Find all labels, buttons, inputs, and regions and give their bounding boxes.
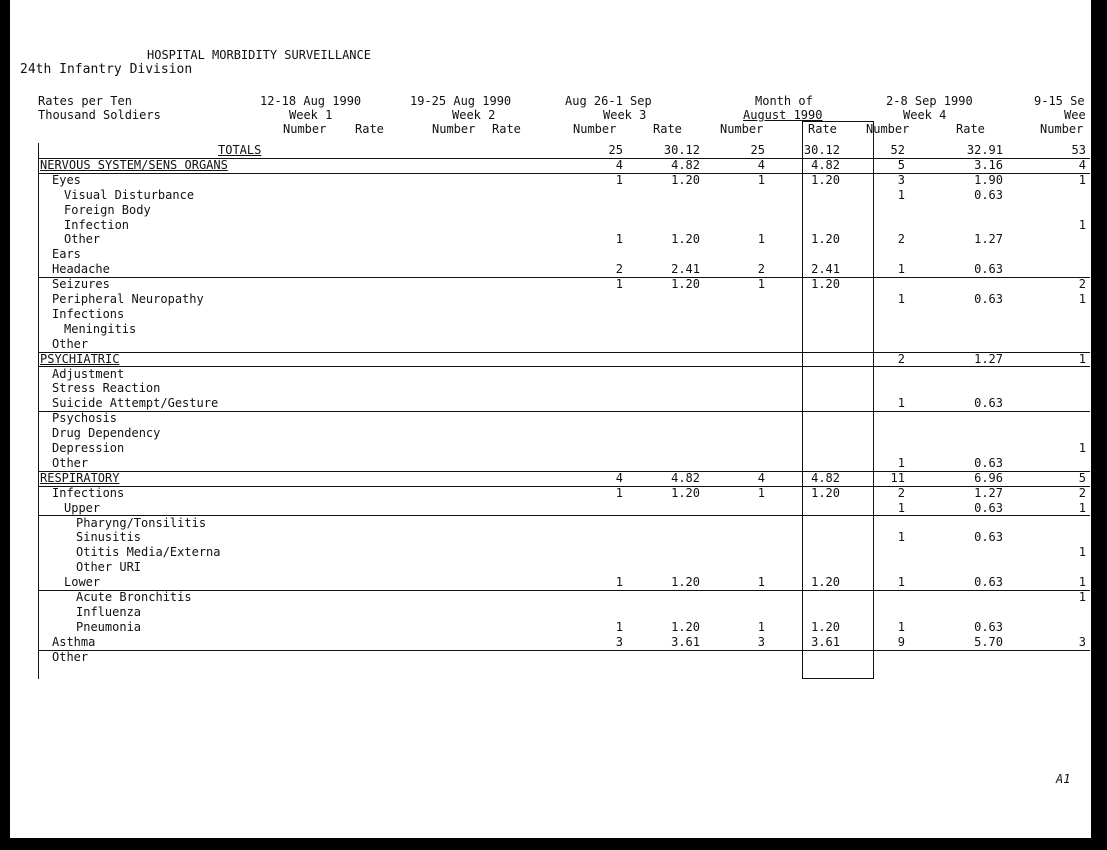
- cell-rate: 1.90: [974, 172, 1003, 187]
- row-label: Lower: [64, 575, 101, 590]
- cell-rate: 0.63: [974, 500, 1003, 515]
- table-row: [38, 486, 1090, 501]
- row-label: Headache: [52, 262, 110, 277]
- cell-number: 2: [897, 485, 905, 500]
- table-row: [38, 411, 1090, 426]
- cell-rate: 1.20: [811, 172, 840, 187]
- row-label: Other: [52, 649, 89, 664]
- cell-number: 25: [750, 143, 765, 157]
- table-row: [38, 426, 1090, 441]
- cell-number: 1: [897, 530, 905, 545]
- scan-border-right: [1091, 0, 1107, 850]
- rates-label-line1: Rates per Ten: [38, 94, 132, 108]
- cell-number: 2: [897, 351, 905, 366]
- column-number-label: Number: [432, 122, 476, 136]
- cell-number: 1: [757, 619, 765, 634]
- cell-number: 4: [757, 470, 765, 485]
- cell-rate: 0.63: [974, 575, 1003, 590]
- column-date: 9-15 Se: [1034, 94, 1085, 108]
- cell-rate: 1.20: [811, 485, 840, 500]
- cell-rate: 1.20: [671, 232, 700, 247]
- cell-number: 1: [1078, 217, 1086, 232]
- row-label: Upper: [64, 500, 101, 515]
- row-label: NERVOUS SYSTEM/SENS ORGANS: [40, 157, 228, 172]
- cell-rate: 1.20: [671, 575, 700, 590]
- table-row: [38, 203, 1090, 218]
- cell-number: 1: [897, 396, 905, 411]
- table-row: [38, 262, 1090, 278]
- table-row: [38, 590, 1090, 605]
- cell-number: 1: [897, 619, 905, 634]
- cell-number: 5: [897, 157, 905, 172]
- cell-number: 5: [1078, 470, 1086, 485]
- row-label: PSYCHIATRIC: [40, 351, 120, 366]
- row-label: Other URI: [76, 560, 142, 575]
- cell-number: 52: [890, 143, 905, 157]
- table-row: [38, 560, 1090, 575]
- row-label: Visual Disturbance: [64, 187, 195, 202]
- table-row: [38, 218, 1090, 233]
- cell-rate: 2.41: [671, 262, 700, 277]
- table-row: [38, 367, 1090, 382]
- cell-rate: 1.20: [671, 172, 700, 187]
- cell-number: 3: [897, 172, 905, 187]
- scan-border-left: [0, 0, 10, 850]
- table-row: [38, 232, 1090, 247]
- column-date: 12-18 Aug 1990: [260, 94, 362, 108]
- row-label: Acute Bronchitis: [76, 590, 192, 604]
- table-row: [38, 277, 1090, 292]
- table-row: [38, 396, 1090, 412]
- cell-number: 1: [1078, 172, 1086, 187]
- cell-number: 1: [1078, 590, 1086, 604]
- row-label: Psychosis: [52, 411, 118, 426]
- row-label: TOTALS: [218, 143, 262, 157]
- cell-number: 2: [1078, 485, 1086, 500]
- cell-number: 1: [1078, 292, 1086, 306]
- table-row: [38, 650, 1090, 665]
- row-label: Suicide Attempt/Gesture: [52, 396, 219, 411]
- table-row: [38, 605, 1090, 620]
- row-label: Influenza: [76, 604, 142, 619]
- column-rate-label: Rate: [956, 122, 985, 136]
- cell-rate: 4.82: [811, 157, 840, 172]
- row-label: Pharyng/Tonsilitis: [76, 515, 207, 530]
- table-row: [38, 635, 1090, 651]
- cell-number: 1: [757, 575, 765, 590]
- table-row: [38, 471, 1090, 487]
- column-number-label: Number: [283, 122, 327, 136]
- cell-number: 1: [615, 619, 623, 634]
- column-week: August 1990: [743, 108, 823, 122]
- table-row: [38, 545, 1090, 560]
- row-label: Foreign Body: [64, 202, 151, 217]
- cell-rate: 1.20: [811, 575, 840, 590]
- division-name: 24th Infantry Division: [20, 62, 193, 77]
- cell-number: 1: [615, 277, 623, 292]
- cell-number: 4: [757, 157, 765, 172]
- cell-number: 4: [615, 157, 623, 172]
- row-label: Ears: [52, 247, 81, 262]
- table-row: [38, 337, 1090, 353]
- table-row: [38, 516, 1090, 531]
- cell-rate: 5.70: [974, 634, 1003, 649]
- cell-number: 1: [615, 172, 623, 187]
- cell-number: 2: [1078, 277, 1086, 292]
- cell-number: 1: [757, 277, 765, 292]
- table-row: [38, 143, 1090, 159]
- cell-number: 11: [890, 470, 905, 485]
- row-label: RESPIRATORY: [40, 470, 120, 485]
- cell-rate: 32.91: [966, 143, 1003, 157]
- cell-rate: 0.63: [974, 396, 1003, 411]
- cell-rate: 6.96: [974, 470, 1003, 485]
- report-title: HOSPITAL MORBIDITY SURVEILLANCE: [147, 48, 371, 62]
- table-row: [38, 620, 1090, 635]
- cell-number: 1: [897, 500, 905, 515]
- cell-rate: 1.20: [811, 277, 840, 292]
- cell-number: 1: [897, 292, 905, 306]
- cell-number: 1: [897, 262, 905, 277]
- cell-rate: 2.41: [811, 262, 840, 277]
- row-label: Other: [64, 232, 101, 247]
- cell-rate: 4.82: [811, 470, 840, 485]
- cell-number: 1: [615, 575, 623, 590]
- cell-rate: 1.20: [811, 619, 840, 634]
- cell-rate: 0.63: [974, 262, 1003, 277]
- row-label: Infection: [64, 217, 130, 232]
- cell-number: 1: [1078, 351, 1086, 366]
- cell-rate: 1.27: [974, 232, 1003, 247]
- table-row: [38, 352, 1090, 368]
- column-week: Week 2: [452, 108, 496, 122]
- table-row: [38, 530, 1090, 545]
- row-label: Infections: [52, 485, 125, 500]
- row-label: Infections: [52, 306, 125, 321]
- table-row: [38, 322, 1090, 337]
- row-label: Other: [52, 336, 89, 351]
- cell-rate: 0.63: [974, 530, 1003, 545]
- cell-rate: 3.61: [671, 634, 700, 649]
- cell-number: 1: [1078, 575, 1086, 590]
- row-label: Meningitis: [64, 321, 137, 336]
- cell-number: 1: [757, 485, 765, 500]
- cell-number: 1: [615, 232, 623, 247]
- rates-label-line2: Thousand Soldiers: [38, 108, 161, 122]
- cell-number: 1: [1078, 500, 1086, 515]
- cell-number: 2: [615, 262, 623, 277]
- column-date: Aug 26-1 Sep: [565, 94, 652, 108]
- cell-rate: 0.63: [974, 292, 1003, 306]
- cell-rate: 4.82: [671, 157, 700, 172]
- column-number-label: Number: [573, 122, 617, 136]
- table-row: [38, 381, 1090, 396]
- cell-rate: 1.27: [974, 351, 1003, 366]
- table-row: [38, 173, 1090, 188]
- cell-number: 3: [757, 634, 765, 649]
- cell-number: 1: [897, 187, 905, 202]
- row-label: Peripheral Neuropathy: [52, 292, 204, 306]
- row-label: Adjustment: [52, 366, 125, 381]
- cell-rate: 1.20: [671, 619, 700, 634]
- column-week: Week 1: [289, 108, 333, 122]
- cell-number: 1: [757, 232, 765, 247]
- cell-number: 4: [615, 470, 623, 485]
- cell-number: 25: [608, 143, 623, 157]
- cell-number: 3: [615, 634, 623, 649]
- cell-number: 53: [1071, 143, 1086, 157]
- table-row: [38, 441, 1090, 456]
- cell-number: 1: [897, 575, 905, 590]
- cell-rate: 3.16: [974, 157, 1003, 172]
- cell-rate: 1.20: [811, 232, 840, 247]
- cell-number: 1: [1078, 545, 1086, 560]
- cell-rate: 1.20: [671, 277, 700, 292]
- cell-rate: 0.63: [974, 455, 1003, 470]
- cell-number: 1: [1078, 441, 1086, 455]
- column-week: Wee: [1064, 108, 1086, 122]
- table-row: [38, 188, 1090, 203]
- table-row: [38, 456, 1090, 472]
- column-rate-label: Rate: [492, 122, 521, 136]
- row-label: Pneumonia: [76, 619, 142, 634]
- column-week: Week 4: [903, 108, 947, 122]
- row-label: Otitis Media/Externa: [76, 545, 221, 560]
- cell-number: 2: [757, 262, 765, 277]
- cell-rate: 0.63: [974, 619, 1003, 634]
- cell-number: 3: [1078, 634, 1086, 649]
- row-label: Other: [52, 455, 89, 470]
- cell-rate: 4.82: [671, 470, 700, 485]
- column-date: 19-25 Aug 1990: [410, 94, 512, 108]
- table-row: [38, 501, 1090, 517]
- table-row: [38, 158, 1090, 174]
- cell-rate: 30.12: [663, 143, 700, 157]
- cell-rate: 30.12: [803, 143, 840, 157]
- cell-number: 1: [897, 455, 905, 470]
- row-label: Stress Reaction: [52, 381, 161, 396]
- row-label: Depression: [52, 441, 125, 455]
- column-date: 2-8 Sep 1990: [886, 94, 973, 108]
- page-mark: A1: [1056, 772, 1071, 786]
- row-label: Eyes: [52, 172, 81, 187]
- cell-rate: 1.27: [974, 485, 1003, 500]
- table-row: [38, 575, 1090, 591]
- cell-rate: 0.63: [974, 187, 1003, 202]
- cell-rate: 1.20: [671, 485, 700, 500]
- cell-number: 4: [1078, 157, 1086, 172]
- column-number-label: Number: [866, 122, 910, 136]
- cell-number: 2: [897, 232, 905, 247]
- column-number-label: Number: [720, 122, 764, 136]
- table-row: [38, 247, 1090, 262]
- table-row: [38, 292, 1090, 307]
- column-number-label: Number: [1040, 122, 1084, 136]
- column-rate-label: Rate: [808, 122, 837, 136]
- cell-number: 9: [897, 634, 905, 649]
- column-rate-label: Rate: [653, 122, 682, 136]
- column-week: Week 3: [603, 108, 647, 122]
- row-label: Seizures: [52, 277, 110, 292]
- column-rate-label: Rate: [355, 122, 384, 136]
- row-label: Drug Dependency: [52, 426, 161, 441]
- cell-rate: 3.61: [811, 634, 840, 649]
- row-label: Sinusitis: [76, 530, 142, 545]
- cell-number: 1: [757, 172, 765, 187]
- scan-border-bottom: [0, 838, 1107, 850]
- table-row: [38, 307, 1090, 322]
- cell-number: 1: [615, 485, 623, 500]
- column-date: Month of: [755, 94, 813, 108]
- row-label: Asthma: [52, 634, 96, 649]
